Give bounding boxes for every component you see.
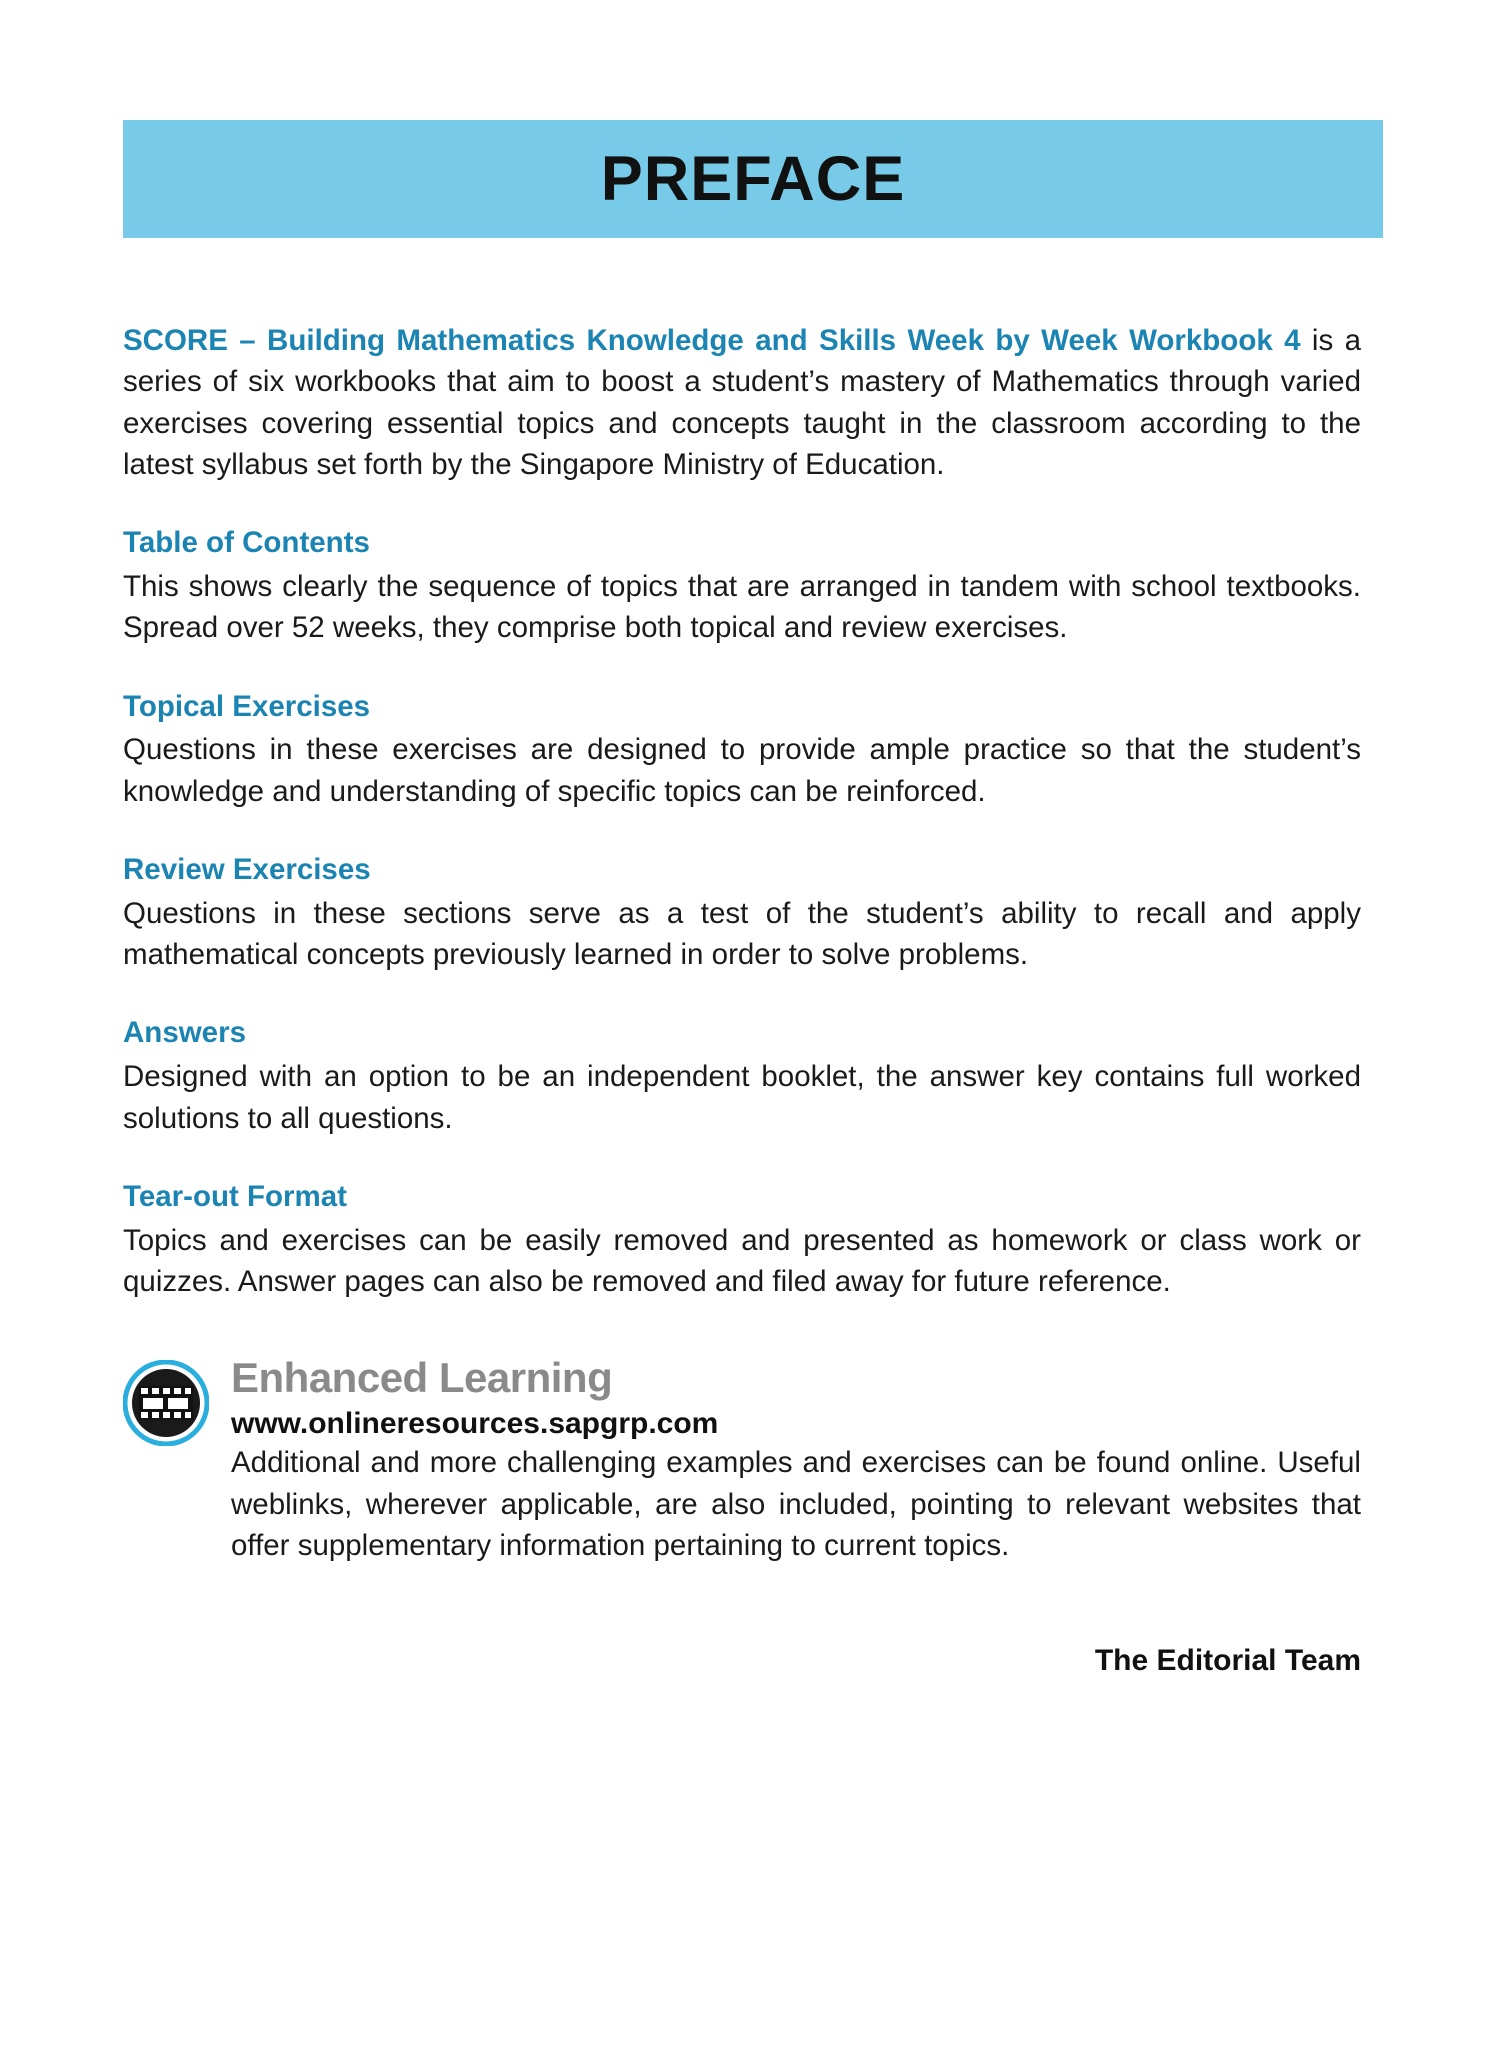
section-text: Designed with an option to be an independent booklet, the answer key contains full worked solutions to all questions. bbox=[123, 1060, 1361, 1135]
section-heading: Table of Contents bbox=[123, 526, 370, 560]
section-text: Questions in these exercises are designed to provide ample practice so that the student’s knowledge and understanding of specific topics can be reinforced. bbox=[123, 733, 1361, 808]
section-tear-out-format bbox=[123, 1177, 1361, 1302]
enhanced-learning-text: Additional and more challenging examples and exercises can be found online. Useful weblinks, wherever applicable, are also included, pointing to relevant websites that offer supplementary information pertaining to current topics. bbox=[231, 1446, 1361, 1562]
section-heading: Answers bbox=[123, 1016, 246, 1050]
enhanced-learning-url[interactable]: www.onlineresources.sapgrp.com bbox=[231, 1407, 719, 1441]
enhanced-learning-content bbox=[231, 1356, 1361, 1566]
section-heading: Tear-out Format bbox=[123, 1179, 347, 1213]
lead-rest: is a series of six workbooks that aim to boost a student’s mastery of Mathematics through varied exercises covering essential topics and concepts taught in the classroom according to the latest syllabus set forth by the Singapore Ministry of Education. bbox=[123, 324, 1362, 481]
section-review-exercises bbox=[123, 850, 1361, 975]
section-heading: Topical Exercises bbox=[123, 689, 371, 723]
section-answers bbox=[123, 1013, 1361, 1138]
lead-emphasis: SCORE – Building Mathematics Knowledge and Skills Week by Week Workbook 4 bbox=[123, 324, 1301, 357]
enhanced-learning-title: Enhanced Learning bbox=[231, 1354, 613, 1402]
page-title: PREFACE bbox=[600, 144, 906, 214]
section-topical-exercises bbox=[123, 687, 1361, 812]
section-text: Questions in these sections serve as a test of the student’s ability to recall and apply mathematical concepts previously learned in order to solve problems. bbox=[123, 896, 1361, 972]
section-table-of-contents bbox=[123, 523, 1361, 648]
film-strip-icon bbox=[123, 1360, 209, 1446]
section-heading: Review Exercises bbox=[123, 853, 371, 886]
page-content bbox=[123, 120, 1383, 1678]
section-text: This shows clearly the sequence of topics that are arranged in tandem with school textbooks. Spread over 52 weeks, they comprise both topical and review exercises. bbox=[123, 570, 1361, 645]
preface-body bbox=[123, 320, 1361, 1678]
section-text: Topics and exercises can be easily removed and presented as homework or class work or quizzes. Answer pages can also be removed and filed away for future reference. bbox=[123, 1223, 1361, 1298]
page-title-banner bbox=[123, 120, 1383, 238]
lead-paragraph bbox=[123, 320, 1361, 485]
enhanced-learning-block bbox=[123, 1356, 1361, 1566]
signoff: The Editorial Team bbox=[1094, 1644, 1361, 1678]
